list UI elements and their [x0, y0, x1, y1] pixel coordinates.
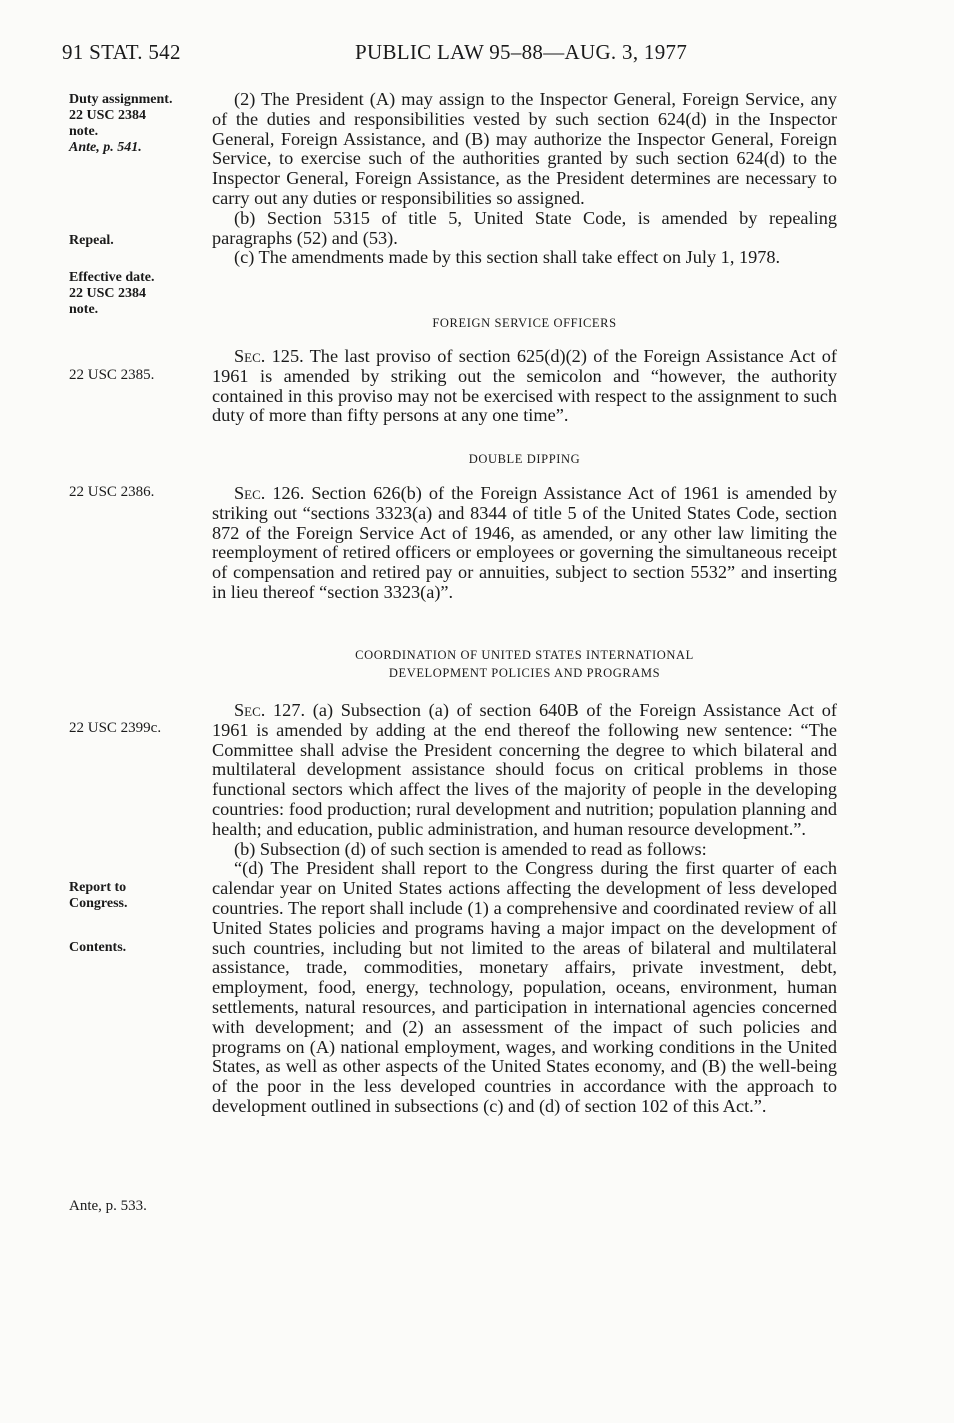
page-title: PUBLIC LAW 95–88—AUG. 3, 1977 — [355, 40, 688, 64]
margin-note-repeal: Repeal. — [69, 233, 114, 248]
heading-double-dipping: DOUBLE DIPPING — [468, 452, 581, 466]
page-number: 91 STAT. 542 — [62, 40, 181, 64]
section-paragraph-a2: (2) The President (A) may assign to the Inspector General, Foreign Service, any of the duties and responsibilities vested by such section 624(d) in the Inspector General, Foreign Assistance, and (B) may authorize the Inspector General, Foreign Service, to exercise such of the authorities granted by such section 624(d) to the Inspector General, Foreign Assistance, as the President determines are necessary to carry out any duties or responsibilities so assigned. (b) Section 5315 of title 5, United State Code, is amended by repealing paragraphs (52) and (53). (c) The amendments made by this section shall take effect on July 1, 1978. — [212, 89, 837, 268]
section-127: Sec. 127. (a) Subsection (a) of section 640B of the Foreign Assistance Act of 1961 is amended by adding at the end thereof the following new sentence: “The Committee shall advise the President concerning the degree to which bilateral and multilateral development assistance should focus on critical problems in those functional sectors which affect the lives of the majority of people in the developing countries: food production; rural development and nutrition; population planning and health; and education, public administration, and human resource development.”. (b) Subsection (d) of such section is amended to read as follows: “(d) The President shall report to the Congress during the first quarter of each calendar year on United States actions affecting the development of less developed countries. The report shall include (1) a comprehensive and coordinated review of all United States policies and programs having a major impact on the development of such countries, including but not limited to the areas of bilateral and multilateral assistance, trade, commodities, monetary affairs, private investment, debt, employment, food, energy, technology, population, oceans, environment, human settlements, natural resources, and participation in international agencies concerned with development; and (2) an assessment of the impact of such policies and programs on (A) national employment, wages, and working conditions in the United States, as well as other aspects of the United States economy, and (B) the well-being of the poor in the less developed countries in accordance with the approach to development outlined in subsections (c) and (d) of section 102 of this Act.”. — [212, 700, 838, 1116]
section-126: Sec. 126. Section 626(b) of the Foreign Assistance Act of 1961 is amended by striking out “sections 3323(a) and 8344 of title 5 of the United States Code, section 872 of the Foreign Service Act of 1946, as amended, or any other law limiting the reemployment of retired officers or employees or governing the simultaneous receipt of compensation and retired pay or annuities, subject to section 5532” and inserting in lieu thereof “section 3323(a)”. — [212, 483, 837, 602]
margin-note-duty: Duty assignment. 22 USC 2384 note. Ante, p. 541. — [69, 92, 173, 155]
margin-note-contents: Contents. — [69, 940, 127, 955]
section-125: Sec. 125. The last proviso of section 625(d)(2) of the Foreign Assistance Act of 1961 is amended by striking out the semicolon and “however, the authority contained in this proviso may not be exercised with respect to the assignment to such duty of more than fifty persons at any one time”. — [212, 346, 837, 426]
margin-note-ante533: Ante, p. 533. — [69, 1198, 147, 1214]
margin-note-report: Report to Congress. — [69, 880, 128, 911]
margin-note-usc2386: 22 USC 2386. — [69, 484, 155, 500]
heading-foreign-service-officers: FOREIGN SERVICE OFFICERS — [432, 316, 617, 330]
margin-note-usc2385: 22 USC 2385. — [69, 367, 155, 383]
margin-note-usc2399c: 22 USC 2399c. — [69, 720, 162, 736]
margin-note-effective: Effective date. 22 USC 2384 note. — [69, 270, 155, 317]
heading-coordination: COORDINATION OF UNITED STATES INTERNATIONAL DEVELOPMENT POLICIES AND PROGRAMS — [355, 648, 694, 680]
